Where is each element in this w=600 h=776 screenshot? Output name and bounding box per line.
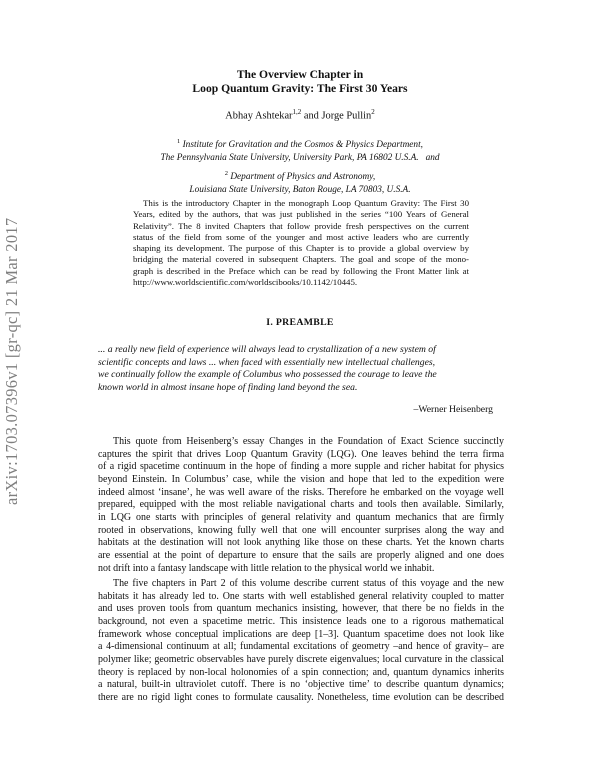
paragraph-line: habitats it has already led to. One starts with well established general relativity coupled to matter: [98, 590, 504, 602]
paragraph-line: habitats at the destination will not look anything like those on these charts. Yet the known charts: [98, 537, 504, 549]
abstract-line: graph is described in the Preface which can be read by following the Front Matter link at: [133, 265, 469, 276]
abstract-line: Relativity”. The 8 invited Chapters that follow provide fresh perspectives on the current: [133, 220, 469, 231]
paragraph-line: background, not even a spacetime metric. This insistence leads one to a rigorous mathematical: [98, 615, 504, 627]
paragraph-line: The five chapters in Part 2 of this volume describe current status of this voyage and the new: [113, 578, 504, 589]
title-line-2: Loop Quantum Gravity: The First 30 Years: [192, 82, 408, 95]
author-name: Jorge Pullin: [321, 110, 372, 122]
affiliation-line: Louisiana State University, Baton Rouge, LA 70803, U.S.A.: [189, 184, 411, 195]
abstract-line: bridging the material covered in subsequent Chapters. The goal and scope of the mono-: [133, 254, 469, 265]
affiliation-mark: 1: [177, 138, 181, 145]
paragraph-line: not drift into a fantasy landscape with little relation to the physical world we inhabit.: [98, 562, 435, 574]
paragraph-1: [98, 436, 504, 575]
author-name: Abhay Ashtekar: [225, 110, 293, 122]
paragraph-line: and uses proven tools from quantum mechanics insisting, however, that there be no fields in the: [98, 603, 504, 615]
paragraph-line: in LQG one starts with principles of general relativity and quantum mechanics that are firmly: [98, 511, 504, 523]
paragraph-line: This quote from Heisenberg’s essay Changes in the Foundation of Exact Science succinctly: [113, 436, 504, 447]
paragraph-line: there are no rigid light cones to formulate causality. Nonetheless, time evolution can be described: [98, 691, 504, 703]
paragraph-2: [98, 578, 504, 705]
quote-line: scientific concepts and laws ... when faced with essentially new intellectual challenges,: [98, 356, 436, 368]
abstract-line: Years, edited by the authors, that was just published in the series “100 Years of General: [133, 209, 469, 220]
paragraph-line: of a rigid spacetime continuum in the hope of finding a more supple and richer habitat for physics: [98, 461, 504, 473]
paragraph-line: framework whose conceptual implications are deep [1–3]. Quantum spacetime does not look like: [98, 628, 504, 640]
abstract-line: status of the field from some of the younger and most active leaders who are currently: [133, 231, 469, 242]
paper-title: [0, 68, 600, 96]
arxiv-identifier-stamp: arXiv:1703.07396v1 [gr-qc] 21 Mar 2017: [2, 217, 21, 505]
title-line-1: The Overview Chapter in: [236, 68, 364, 81]
affiliation-mark: 2: [371, 108, 375, 116]
affiliation-2: [0, 168, 600, 196]
paragraph-line: rooted in observations, knowing fully well that one will encounter surprises along the way and: [98, 524, 504, 536]
affiliation-line: Institute for Gravitation and the Cosmos & Physics Department,: [182, 140, 423, 151]
paragraph-line: theory is replaced by non-local holonomies of a spin connection; and, quantum dynamics inherits: [98, 666, 504, 678]
quote-line: ... a really new field of experience will always lead to crystallization of a new system of: [98, 344, 436, 355]
affiliation-line: The Pennsylvania State University, University Park, PA 16802 U.S.A.: [160, 152, 419, 163]
author-conjunction: and: [301, 110, 322, 122]
paragraph-line: beyond Einstein. In Columbus’ case, while the vision and hope that led to the expedition were: [98, 473, 504, 485]
author-list: [0, 108, 600, 121]
abstract-line: shaping its development. The purpose of this Chapter is to provide a global overview by: [133, 243, 469, 254]
quote-attribution: –Werner Heisenberg: [413, 404, 493, 415]
quote-line: known world in almost insane hope of finding land beyond the sea.: [98, 381, 358, 393]
paragraph-line: a natural, built-in ultraviolet cutoff. There is no ‘objective time’ to describe quantum dynamics;: [98, 679, 504, 691]
paragraph-line: polymer like; geometric observables have purely discrete eigenvalues; local curvature in the classical: [98, 653, 504, 665]
affiliation-mark: 1,2: [292, 108, 302, 116]
paragraph-line: a 4-dimensional continuum at all; fundamental excitations of geometry –and hence of gravity– are: [98, 641, 504, 653]
abstract-line: This is the introductory Chapter in the monograph Loop Quantum Gravity: The First 30: [143, 198, 469, 208]
paragraph-line: prepared, equipped with the most reliable navigational charts and tools then available. Similarly,: [98, 499, 504, 511]
paragraph-line: captures the spirit that drives Loop Quantum Gravity (LQG). One leaves behind the terra firma: [98, 448, 504, 460]
abstract: [133, 198, 469, 288]
epigraph-quote: [98, 344, 504, 394]
affiliation-and: and: [425, 152, 440, 163]
quote-line: we continually follow the example of Columbus who possessed the courage to leave the: [98, 369, 437, 381]
paragraph-line: indeed almost ‘insane’, he was well aware of the risks. Therefore he embarked on the voyage well: [98, 486, 504, 498]
section-heading: I. PREAMBLE: [266, 317, 334, 328]
affiliation-1: [0, 136, 600, 164]
affiliation-mark: 2: [224, 170, 229, 177]
affiliation-line: Department of Physics and Astronomy,: [230, 172, 376, 183]
abstract-link[interactable]: http://www.worldscientific.com/worldscibooks/10.1142/10445.: [133, 277, 358, 288]
paragraph-line: are essential at the point of departure to ensure that the sails are properly aligned and one does: [98, 549, 504, 561]
